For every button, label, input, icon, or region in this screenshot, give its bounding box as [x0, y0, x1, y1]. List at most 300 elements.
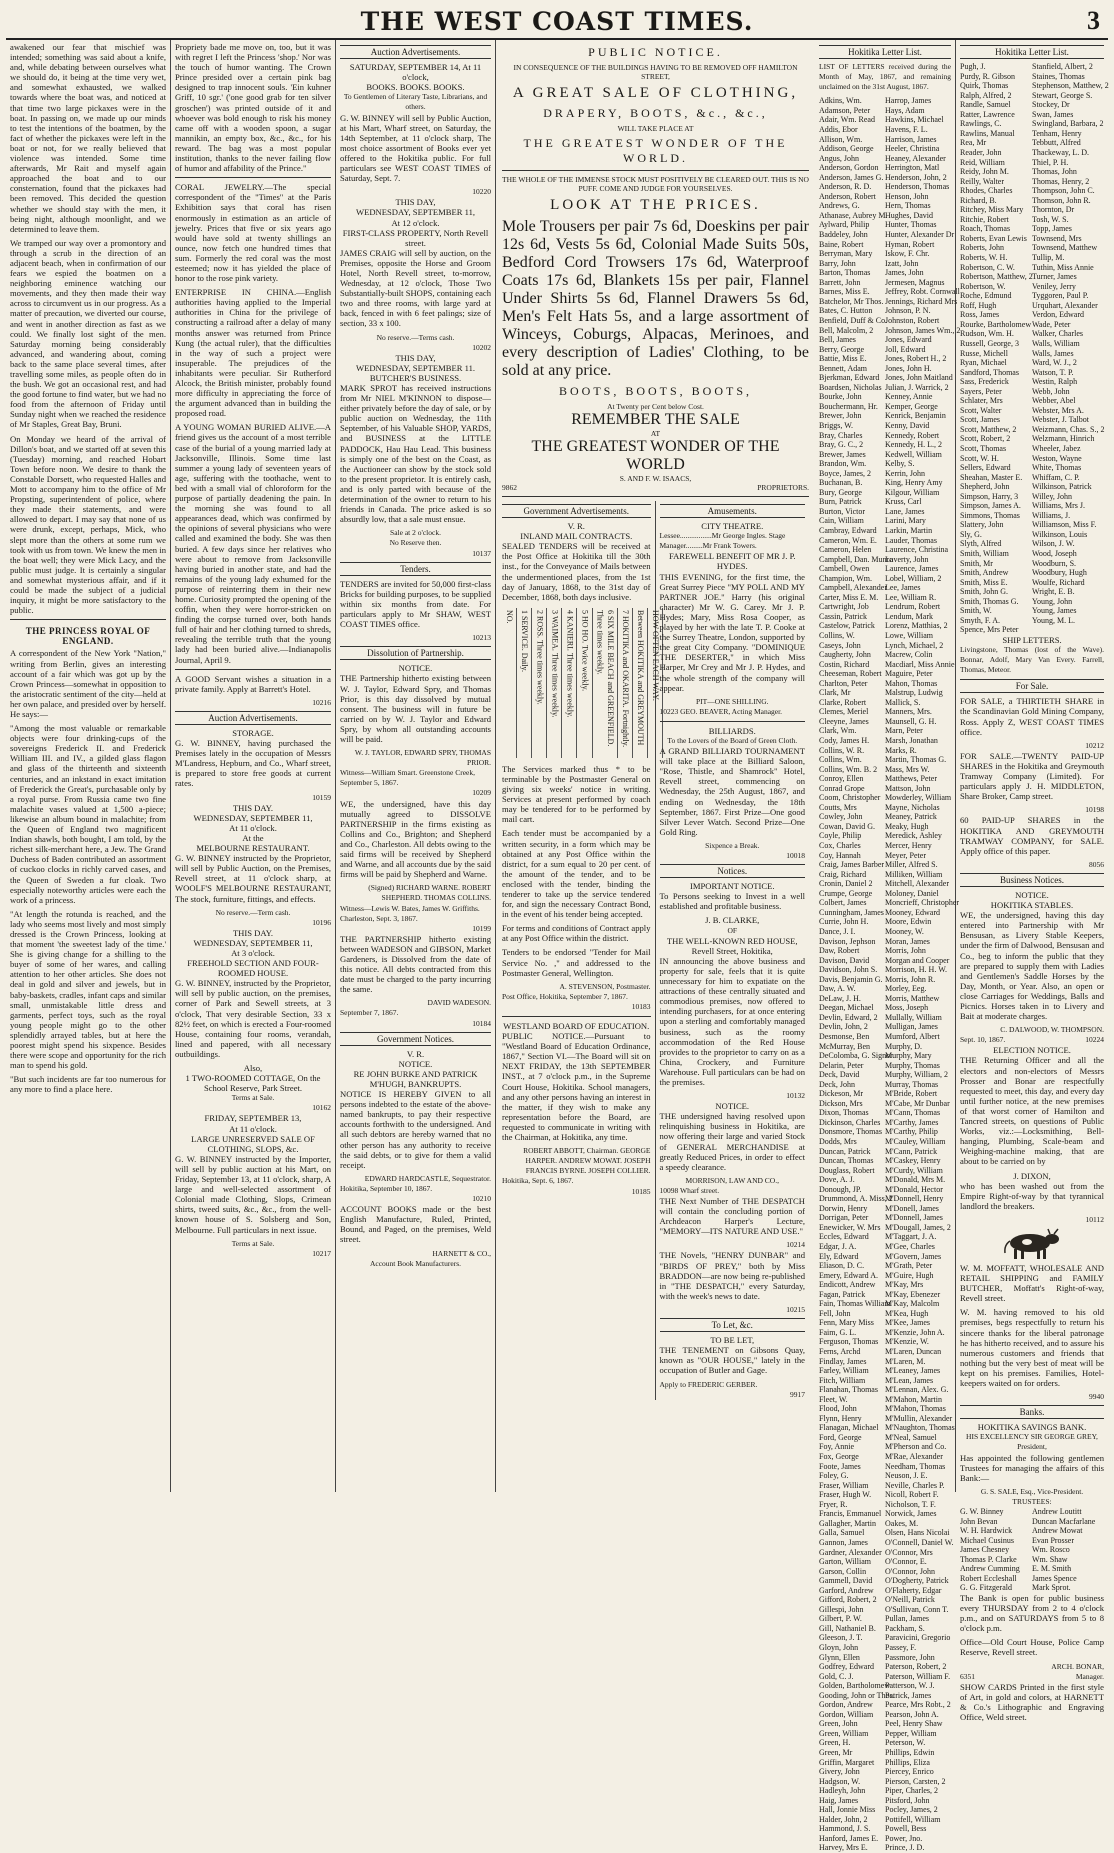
table-cell: HOKITIKA and OKARITA.	[620, 615, 630, 708]
letter-entry: Andrew Loutitt	[1032, 1507, 1082, 1517]
letter-entry: Meredick, Ashley	[885, 831, 942, 841]
letter-entry: Gordon, Andrew	[819, 1700, 873, 1710]
ad-line: Lessee.................Mr George Ingles. Stage Manager.........Mr Frank Towers.	[659, 531, 786, 551]
notice-headline: THE GREATEST WONDER OF THE WORLD.	[523, 136, 788, 165]
notice-line: WILL TAKE PLACE AT	[617, 124, 694, 133]
letter-entry: Passmore, John	[885, 1652, 935, 1662]
letter-entry: Wm. Shaw	[1032, 1554, 1068, 1564]
letter-entry: Neville, Charles P.	[885, 1480, 945, 1490]
letter-entry: Simpson, James A.	[960, 501, 1021, 511]
letter-entry: O'Connell, Daniel W.	[885, 1537, 954, 1547]
letter-entry: Clark, Wm.	[819, 726, 857, 736]
letter-entry: Meyer, Peter	[885, 850, 926, 860]
letter-entry: Thomas P. Clarke	[960, 1554, 1017, 1564]
letter-entry: M'Laren, Duncan	[885, 1347, 942, 1357]
letter-entry: Allison, Wm.	[819, 134, 863, 144]
table-cell: Three times weekly.	[550, 652, 560, 718]
letter-entry: Staines, Thomas	[1032, 71, 1085, 81]
columns	[6, 40, 1109, 1853]
ad-witness: Witness—Lewis W. Bates, James W. Griffiths. Charleston, Sept. 3, 1867.	[340, 903, 480, 923]
letter-entry: Jennings, Richard Mrs	[885, 296, 958, 306]
letter-entry: Charlton, Peter	[819, 678, 868, 688]
letter-entry: Mooney, Edward	[885, 907, 941, 917]
ad-heading: FAREWELL BENEFIT OF MR J. P. HYDES.	[668, 551, 796, 572]
letter-entry: Dorwin, Henry	[819, 1203, 868, 1213]
table-cell: 2	[535, 609, 545, 614]
letter-entry: Cronin, Daniel 2	[819, 879, 873, 889]
letter-entry: Reid, William	[960, 157, 1005, 167]
letter-entry: Kennedy, Robert	[885, 430, 940, 440]
ad-heading: 1 TWO-ROOMED COTTAGE, On the School Reserve, Park Street.	[185, 1073, 321, 1094]
letter-entry: M'Curdy, William	[885, 1165, 943, 1175]
letter-entry: Pottifell, William	[885, 1814, 941, 1824]
letter-entry: Quirk, Thomas	[960, 81, 1009, 91]
table-row	[517, 608, 532, 758]
letter-entry: Russell, George, 3	[960, 338, 1019, 348]
letter-entry: Pocley, James, 2	[885, 1805, 938, 1815]
notice-signature: S. AND F. W. ISAACS,	[619, 474, 692, 483]
notice-footer	[502, 483, 809, 492]
letter-entry: Randle, Samuel	[960, 100, 1011, 110]
ad-number: 10210	[472, 1194, 491, 1204]
letter-entry: Westin, Ralph	[1032, 377, 1078, 387]
royal-cipher: V. R.	[567, 521, 585, 532]
letter-entry: E. M. Smith	[1032, 1564, 1072, 1574]
trustee-list-left	[960, 1507, 1032, 1593]
letter-entry: Stanfield, Albert, 2	[1032, 62, 1093, 72]
letter-entry: Tosh, W. S.	[1032, 214, 1069, 224]
letter-entry: DeLaw, J. H.	[819, 993, 861, 1003]
letter-entry: Moss, Joseph	[885, 1003, 929, 1013]
letter-entry: Francis, Emmanuel	[819, 1509, 882, 1519]
letter-entry: Willey, John	[1032, 491, 1073, 501]
letter-entry: Scott, W. H.	[960, 453, 999, 463]
letter-entry: Fain, Thomas William	[819, 1299, 891, 1309]
letter-entry: Young, John	[1032, 596, 1073, 606]
letter-entry: James Chesney	[960, 1545, 1010, 1555]
letter-entry: Watson, T. P.	[1032, 367, 1074, 377]
letter-entry: Cambell, Owen	[819, 564, 870, 574]
ad-signature: ARCH. BONAR,	[1051, 1661, 1104, 1671]
letter-entry: Woulfe, Richard	[1032, 577, 1085, 587]
letter-entry: Verdon, Edward	[1032, 310, 1084, 320]
table-header: Between HOKITIKA and GREYMOUTH	[633, 608, 648, 758]
letter-entry: Fitch, William	[819, 1375, 866, 1385]
letter-entry: Tuthin, Miss Annie	[1032, 262, 1094, 272]
ad-date: FRIDAY, SEPTEMBER 13,	[204, 1113, 302, 1124]
notice-headline: BOOTS, BOOTS, BOOTS,	[558, 384, 753, 398]
letter-entry: Harrison, James	[885, 134, 937, 144]
letter-entry: Adair, Wm. Read	[819, 115, 875, 125]
ad-heading: STORAGE.	[232, 728, 274, 738]
letter-entry: Moran, James	[885, 936, 930, 946]
trustee-list-right	[1032, 1507, 1104, 1593]
ad-text: MARK SPROT has received instructions from Mr NIEL M'KINNON to dispose—either privately before the day of sale, or by public auction on Wednesday, the 11th September, of his Valuable SHOP, YARDS, and BUSINESS at the LITTLE PADDOCK, Hau Hau Lead. This business is simply one of the best on the Coast, as the Auctioneer can show by the stock sold to the present proprietor. It is entirely cash, and is only parted with because of the determination of the owner to return to his friends in Canada. The price asked is so absurdly low, that a sale must ensue.	[340, 383, 491, 525]
letter-entry: Coutts, Mrs	[819, 802, 857, 812]
letter-entry: Webb, John	[1032, 386, 1070, 396]
article-heading: THE PRINCESS ROYAL OF ENGLAND.	[25, 626, 151, 647]
letter-entry: M'Rae, Alexander	[885, 1452, 943, 1462]
column-1	[6, 40, 171, 1492]
letter-entry: Maguire, Peter	[885, 669, 933, 679]
letter-entry: Paravicini, Gregorio	[885, 1633, 951, 1643]
letter-entry: Paterson, William F.	[885, 1671, 951, 1681]
letter-entry: Harrop, James	[885, 96, 932, 106]
ad-heading: HOKITIKA SAVINGS BANK.	[977, 1422, 1087, 1433]
letter-entry: Battie, Miss E.	[819, 354, 867, 364]
letter-entry: Brandon, Wm.	[819, 459, 867, 469]
ad-date: September 7, 1867.	[340, 1008, 399, 1018]
table-cell: Three times weekly.	[535, 639, 545, 705]
section-heading: Government Notices.	[340, 1032, 491, 1046]
divider	[502, 170, 809, 171]
letter-entry: Veniley, Jerry	[1032, 281, 1076, 291]
letter-entry: Ward, W. J., 2	[1032, 358, 1077, 368]
letter-entry: Campbell, Dan. Munro	[819, 554, 894, 564]
letter-entry: Manners, Mrs.	[885, 707, 932, 717]
article-paragraph: We tramped our way over a promontory and through a scrub in the direction of an adjacent beach, when in confirmation of our fears we espied the boatmen on a neighboring eminence watching our movements, and they then made their way across to circumvent us in our progress. As a matter of precaution, we diverted our course, and went in another direction as fast as we could. We finally lost sight of the men. Saturday morning being considerably advanced, and wandering about, coming back to the same place several times, after travelling some miles, as people often do in the bush. We got an occasional rest, and had the good fortune to find water, but we had no food from the afternoon of Friday until Sunday night when we reached the residence of Mr Staples, Great Bay, Bruni.	[10, 237, 166, 430]
article-paragraph: "Among the most valuable or remarkable objects were four drinking-cups of the sovereigns Frederick II. and Frederick William III. and IV., a gilded glass flagon and glass of the thirteenth and sixteenth centuries, and an inkstand in exact imitation of Frederick the Great's, purchasable only by a royal purse. From Russia came two fine malachite vases valued at 1,500 a-piece; likewise an album bound in malachite; from the Queen of England two magnificent Indian shawls, both bought, I am told, by the richest silk-merchant here, a Jew. The Grand Duchess of Baden contributed an assortment of cuckoo clocks in richly carved cases, and the Queen of Sweden a fur cloak. Two especially noteworthy articles were each the work of a princess.	[10, 723, 166, 905]
ad-number: 10212	[1085, 740, 1104, 750]
ad-signature: 10223 GEO. BEAVER, Acting Manager.	[659, 706, 783, 716]
letter-entry: Havens, F. L.	[885, 125, 928, 135]
article-paragraph: "But such incidents are far too numerous for any more to find a place here.	[10, 1074, 166, 1095]
letter-entry: M'Laren, M.	[885, 1356, 926, 1366]
letter-entry: Green, Mr	[819, 1747, 853, 1757]
ad-signature: MORRISON, LAW AND CO.,	[685, 1175, 779, 1185]
letter-entry: Fryer, R.	[819, 1499, 848, 1509]
letter-entry: Clemes, Meriel	[819, 707, 869, 717]
letter-entry: Michael Cusinus	[960, 1535, 1014, 1545]
letter-entry: Ferns, Archd	[819, 1347, 861, 1357]
ad-text: ACCOUNT BOOKS made or the best English Manufacture, Ruled, Printed, Bound, and Paged, on the premises, Weld street.	[340, 1204, 491, 1245]
ad-text: G. W. BINNEY will sell by Public Auction, at his Mart, Wharf street, on Saturday, the 14th September, at 11 o'clock sharp, The most choice assortment of Books ever yet offered to the Hokitika public. For full particulars see WEST COAST TIMES of Saturday, Sept. 7.	[340, 112, 491, 184]
ad-line: To Gentlemen of Literary Taste, Librarians, and others.	[343, 92, 488, 112]
letter-entry: Champion, Wm.	[819, 573, 872, 583]
letter-entry: Caugherty, John	[819, 650, 871, 660]
letter-entry: M'Kay, Ebenezer	[885, 1289, 941, 1299]
ad-number: 6351	[960, 1671, 975, 1681]
letter-entry: Murphy, Thomas	[885, 1060, 940, 1070]
letter-entry: Ely, Edward	[819, 1251, 859, 1261]
ad-number: 10213	[472, 633, 491, 643]
letter-entry: Walls, James	[1032, 348, 1074, 358]
letter-entry: Flynn, Henry	[819, 1413, 862, 1423]
ad-signature: HARNETT & CO.,	[432, 1248, 491, 1258]
letter-entry: Marsh, Jonathan	[885, 736, 938, 746]
ad-text: SHOW CARDS Printed in the first style of Art, in gold and colors, at HARNETT & Co.'s Lithographic and Engraving Office, Weld street.	[960, 1681, 1104, 1722]
letter-entry: Harvey, Mrs E.	[819, 1843, 868, 1853]
ad-line: Also,	[243, 1063, 263, 1073]
ad-heading: THIS DAY,	[395, 352, 436, 363]
letter-entry: Dodds, Mrs	[819, 1136, 857, 1146]
letter-entry: Ratter, Lawrence	[960, 109, 1015, 119]
letter-entry: Sly, G.	[960, 529, 982, 539]
letter-entry: Iskow, F. Chr.	[885, 249, 930, 259]
ad-heading: FIRST-CLASS PROPERTY, North Revell street.	[342, 227, 489, 248]
divider	[175, 177, 331, 178]
letter-entry: M'Donald, Hector	[885, 1184, 943, 1194]
article-paragraph: A correspondent of the New York "Nation," writing from Berlin, gives an interesting account of a fair which was got up by the Crown Princess—somewhat in opposition to the aristocratic sentiment of the city—held at her own palace, and presided over by herself. He says:—	[10, 648, 166, 719]
letter-entry: M'Neal, Samuel	[885, 1432, 937, 1442]
letter-entry: Bray, Charles	[819, 430, 863, 440]
ad-text: G. W. BINNEY instructed by the Proprietor, will sell by Public Auction, on the Premises, Revell street, at 11 o'clock sharp, at WOOLF'S MELBOURNE RESTAURANT, The stock, furniture, fittings, and effects.	[175, 853, 331, 904]
letter-entry: Pitsford, John	[885, 1795, 930, 1805]
notice-title: PUBLIC NOTICE.	[588, 45, 723, 59]
classified-ad: A GOOD Servant wishes a situation in a private family. Apply at Barrett's Hotel.	[175, 673, 331, 694]
letter-entry: Mattson, John	[885, 783, 931, 793]
letter-entry: Cowan, David G.	[819, 821, 875, 831]
letter-entry: Duncan, Patrick	[819, 1146, 871, 1156]
cow-illustration	[960, 1225, 1104, 1263]
letter-entry: Gilbert, P. W.	[819, 1614, 862, 1624]
letter-entry: Smyth, F. A.	[960, 615, 1001, 625]
ad-text: WE, the undersigned, have this day mutually agreed to DISSOLVE PARTNERSHIP in the firms existing as Collins and Co., Brighton; and Shepherd and Co., Charleston. All debts owing to the said firms will be received by Shepherd and Warne, and all accounts due by the said firms will be paid by Shepherd and Warne.	[340, 798, 491, 880]
letter-entry: Robertson, W.	[960, 281, 1006, 291]
ad-time: At 3 o'clock.	[231, 947, 275, 958]
letter-entry: Hadgson, W.	[819, 1776, 861, 1786]
letter-entry: Farley, William	[819, 1366, 869, 1376]
article-paragraph: CORAL JEWELRY.—The special correspondent of the "Times" at the Paris Exhibition says that coral has risen enormously in estimation as an article of jewelry. Prices that five or six years ago would have sold at twenty shillings an ounce, now fetch one hundred times that sum. Formerly the red coral was the most esteemed; now it has yielded the place of honor to the rose pink variety.	[175, 182, 331, 284]
letter-entry: Benfield, Duff & Co.	[819, 315, 888, 325]
ad-footer	[960, 1672, 1104, 1682]
letter-entry: Givery, John	[819, 1767, 860, 1777]
letter-entry: Hyman, Robert	[885, 239, 935, 249]
letter-entry: Bennett, Adam	[819, 363, 867, 373]
ad-text: Tenders to be endorsed "Tender for Mail Service No. ," and addressed to the Postmaster General, Wellington.	[502, 947, 651, 978]
letter-entry: Turner, James	[1032, 272, 1077, 282]
ad-signature: W. J. TAYLOR, EDWARD SPRY, THOMAS PRIOR.	[354, 748, 491, 768]
letter-entry: Evan Prosser	[1032, 1535, 1074, 1545]
section-heading: Tenders.	[340, 562, 491, 576]
ad-number: 10209	[472, 788, 491, 798]
section-heading: Government Advertisements.	[502, 504, 651, 518]
section-heading: Hokitika Letter List.	[819, 45, 951, 59]
divider	[660, 721, 806, 722]
ad-text: W. M. MOFFATT, WHOLESALE AND RETAIL SHIPPING and FAMILY BUTCHER, Moffatt's Right-of-way, Revell street.	[960, 1262, 1104, 1304]
letter-entry: Lane, James	[885, 506, 925, 516]
letter-entry: Lee, William R.	[885, 592, 937, 602]
letter-entry: Dixon, Thomas	[819, 1108, 869, 1118]
letter-entry: Foote, James	[819, 1461, 861, 1471]
ad-heading: BILLIARDS.	[708, 725, 756, 736]
letter-entry: King, Henry Amy	[885, 478, 943, 488]
letter-entry: Wilson, J. W.	[1032, 539, 1075, 549]
table-cell: Daily.	[520, 652, 530, 672]
letter-entry: Roberts, W. H.	[960, 253, 1008, 263]
letter-entry: Hern, Thomas	[885, 201, 931, 211]
letter-entry: Lauder, Thomas	[885, 535, 937, 545]
letter-entry: M'Gee, Charles	[885, 1242, 935, 1251]
letter-entry: Tyggoren, Paul P.	[1032, 291, 1089, 301]
article-paragraph: A YOUNG WOMAN BURIED ALIVE.—A friend gives us the account of a most terrible case of the burial of a young married lady at Jacksonville, Illinois. Some time last summer a young lady of seventeen years of age, suffering with the toothache, went to bed with a small vial of chloroform for the purpose of partially deadening the pain. In the morning she was found to all appearances dead, which was confirmed by the opinions of several physicians who were called and examined the body. She was then buried. A few days since her relatives who were about to remove from Jacksonville having buried in another state, and had the remains of the young lady exhumed for the purpose of reinterring them in their new home. Curiosity prompted the opening of the coffin, when they were horror-stricken on finding the corpse turned over, both hands full of hair and her clothing turned to shreds, revealing the terrible truth that the young lady had been buried alive.—Indianapolis Journal, April 9.	[175, 422, 331, 665]
letter-entry: Smith, W.	[960, 606, 992, 616]
letter-entry: Scott, James	[960, 415, 1000, 425]
letter-entry: Mullally, William	[885, 1012, 942, 1022]
ad-heading: NOTICE.	[398, 663, 433, 674]
letter-entry: Morris, John R.	[885, 974, 936, 984]
divider	[10, 619, 166, 620]
letter-entry: Laurence, Christina	[885, 545, 949, 555]
letter-entry: M'Carthy, James	[885, 1117, 939, 1127]
letter-entry: Garford, Andrew	[819, 1585, 874, 1595]
letter-entry: Athanase, Aubrey M.	[819, 210, 888, 220]
ad-signature: EDWARD HARDCASTLE, Sequestrator.	[364, 1173, 491, 1183]
letter-entry: Kelby, S.	[885, 459, 915, 469]
letter-entry: Nicholson, T. F.	[885, 1499, 936, 1509]
letter-entry: Ross, James	[960, 310, 1000, 320]
letter-entry: Moncrieff, Christopher	[885, 898, 960, 908]
letter-entry: Laverty, John	[885, 554, 929, 564]
table-cell: WAIMEA.	[550, 615, 560, 651]
letter-entry: Buchanan, B.	[819, 478, 863, 488]
ad-text: Office—Old Court House, Police Camp Reserve, Revell street.	[960, 1637, 1104, 1658]
letter-entry: O'Connor, John	[885, 1566, 936, 1576]
ad-place: Hokitika, September 10, 1867.	[340, 1183, 433, 1193]
article-paragraph: ENTERPRISE IN CHINA.—English authorities having applied to the Imperial authorities in China for the privilege of constructing a railroad after a delay of many months answer was returned from Prince Kung (the actual ruler), that the difficulties in the way of such a project were insuperable. The prejudices of the inhabitants were peculiar. Sir Rutherford Alcock, the British minister, probably found more difficulty in appreciating the force of the argument advanced than in building the proposed road.	[175, 287, 331, 419]
letter-entry: Larini, Mary	[885, 516, 926, 526]
table-cell: 7	[620, 609, 630, 614]
letter-entry: M'Donnell, Henry	[885, 1194, 944, 1204]
ad-text: W. M. having removed to his old premises, begs respectfully to return his sincere thanks for the liberal patronage he has hitherto received, and to assure his numerous customers and friends that nothing but the very best of meat will be kept on his premises. Families, Hotel-keepers waited on for orders.	[960, 1307, 1104, 1388]
letter-entry: M'Donnell, James	[885, 1213, 943, 1223]
letter-entry: Pearce, Mrs Robt., 2	[885, 1700, 951, 1710]
letter-entry: Oakes, M.	[885, 1518, 919, 1528]
letter-entry: Rawlins, Manual	[960, 128, 1015, 138]
letter-entry: Smith, Thomas G.	[960, 596, 1019, 606]
ad-text: THE TENEMENT on Gibsons Quay, known as "OUR HOUSE," lately in the occupation of Butler and Gage.	[659, 1345, 805, 1376]
ad-number: 10198	[1085, 805, 1104, 815]
royal-cipher: V. R.	[406, 1048, 425, 1059]
letter-entry: Izatt, John	[885, 258, 919, 268]
ad-text: TENDERS are invited for 50,000 first-class Bricks for building purposes, to be supplied within six months from date. For particulars apply to Mr SHAW, WEST COAST TIMES office.	[340, 578, 491, 630]
letter-entry: Cody, James H.	[819, 736, 870, 746]
ad-terms: No Reserve then.	[389, 538, 442, 548]
letter-entry: Gallagher, Martin	[819, 1518, 876, 1528]
letter-entry: O'Connor, Mrs	[885, 1547, 933, 1557]
letter-entry: Emery, Edward A.	[819, 1270, 879, 1280]
letter-entry: Slattery, John	[960, 520, 1004, 530]
letter-entry: Adamson, Peter	[819, 105, 871, 115]
ad-text: THE undersigned having resolved upon relinquishing business in Hokitika, are now offering their large and varied Stock of GENERAL MERCHANDISE at greatly Reduced Prices, in order to effect a speedy clearance.	[659, 1111, 805, 1172]
letter-entry: Lendrum, Robert	[885, 602, 941, 612]
ad-text: THE Novels, "HENRY DUNBAR" and "BIRDS OF PREY," both by Miss BRADDON—are now being re-published in "THE DESPATCH," every Saturday, with the week's news to date.	[659, 1250, 805, 1301]
letter-entry: Brewer, James	[819, 449, 866, 459]
letter-entry: Thomas, John	[1032, 167, 1077, 177]
letter-entry: Garton, William	[819, 1557, 871, 1567]
letter-list-right	[1032, 62, 1109, 635]
ad-number: 9862	[502, 483, 517, 492]
letter-entry: Topp, James	[1032, 224, 1072, 234]
masthead	[6, 4, 1108, 40]
letter-entry: Hammond, J. S.	[819, 1824, 871, 1834]
letter-entry: Cowley, John	[819, 812, 863, 822]
ad-text: To Persons seeking to Invest in a well established and profitable business.	[659, 891, 805, 912]
letter-entry: Mayne, Nicholas	[885, 802, 940, 812]
letter-entry: Roberts, Evan Lewis	[960, 233, 1027, 243]
letter-entry: M'Lennan, Alex. G.	[885, 1385, 949, 1395]
letter-entry: Fell, John	[819, 1308, 851, 1318]
letter-entry: Bates, C. Hutton	[819, 306, 873, 316]
letter-entry: Thomson, John R.	[1032, 195, 1091, 205]
letter-entry: Ryan, Michael	[960, 358, 1007, 368]
letter-entry: Daw, Robert	[819, 946, 860, 956]
letter-entry: Meaney, Patrick	[885, 812, 937, 822]
letter-entry: Gill, Nathaniel B.	[819, 1623, 876, 1633]
ad-text: A GRAND BILLIARD TOURNAMENT will take place at the Billiard Saloon, "Rose, Thistle, and Shamrock" Hotel, Revell street, commencing on Wednesday, the 25th August, 1867, and ending on Wednesday, the 18th September, 1867. First Prize—One good Silver Lever Watch. Second Prize—One Gold Ring.	[659, 746, 805, 837]
letter-entry: Gammell, David	[819, 1576, 873, 1586]
letter-entry: Maunsell, G. H.	[885, 716, 937, 726]
ad-heading: THIS DAY.	[232, 802, 274, 813]
letter-entry: Donough, JP.	[819, 1184, 862, 1194]
letter-entry: Rourke, Bartholomew	[960, 319, 1032, 329]
letter-entry: Walls, William	[1032, 338, 1080, 348]
letter-entry: Foy, Annie	[819, 1442, 855, 1452]
ad-heading: J. B. CLARKE,	[705, 915, 760, 926]
letter-entry: Glynn, Ellen	[819, 1652, 860, 1662]
notice-line: REMEMBER THE SALE	[571, 411, 740, 428]
ad-time: At 11 o'clock.	[229, 1123, 277, 1134]
letter-entry: Mercer, Henry	[885, 841, 932, 851]
letter-entry: Aylward, Philip	[819, 220, 870, 230]
letter-entry: Duncan, Thomas	[819, 1156, 874, 1166]
letter-entry: Barry, John	[819, 258, 856, 268]
letter-entry: Ralph, Alfred, 2	[960, 90, 1012, 100]
letter-entry: Young, James	[1032, 606, 1077, 616]
ad-line: Sixpence a Break.	[705, 840, 760, 850]
letter-entry: Roach, Thomas	[960, 224, 1011, 234]
letter-entry: Mahon, Thomas	[885, 678, 938, 688]
letter-entry: Rhodes, Charles	[960, 186, 1013, 196]
ad-signature: A. STEVENSON, Postmaster.	[559, 981, 651, 991]
article-paragraph: Propriety bade me move on, too, but it was with regret I left the Princess 'shop.' Nor was the touch of humor wanting. The Crown Prince presided over a certain pink bag designed to trap innocent souls. 'Ein kuhner Griff, 10 sgr.' ('one good grab for ten silver groschen') was printed outside of it and whoever was bold enough to risk his money came off with a wooden spoon, a sugar mannikin, an empty box, &c., &c., for his reward. The bag was a most popular institution, thanks to the never failing flow of humor and affability of the Prince."	[175, 42, 331, 174]
letter-entry: Scott, Matthew, 2	[960, 424, 1017, 434]
letter-entry: M'Carthy, Philip	[885, 1127, 938, 1137]
letter-entry: Douglass, Robert	[819, 1165, 875, 1175]
letter-entry: Castelow, Patrick	[819, 621, 875, 631]
letter-entry: Gillespi, John	[819, 1604, 864, 1614]
letter-entry: Craig, James Barber	[819, 860, 885, 870]
letter-entry: Addis, Ebor	[819, 125, 858, 135]
letter-entry: M'Kea, Hugh	[885, 1308, 929, 1318]
trustee-list	[960, 1507, 1104, 1593]
letter-entry: Kedwell, William	[885, 449, 942, 459]
ad-text: Each tender must be accompanied by a written security, in a form which may be obtained at any Post Office within the district, for a sum equal to 20 per cent. of the amount of the tender, and to be enclosed with the tender, binding the tenderer to take up the service tendered for, and sign the necessary Contract Bond, in the event of his tender being accepted.	[502, 828, 651, 920]
letter-entry: Townsend, Mrs	[1032, 233, 1082, 243]
letter-entry: Wheeler, Jabez	[1032, 443, 1081, 453]
letter-entry: Milliken, William	[885, 869, 943, 879]
letter-entry: Wood, Joseph	[1032, 548, 1077, 558]
letter-entry: Webber, Abel	[1032, 396, 1076, 406]
letter-entry: Mass, Mrs W.	[885, 764, 930, 774]
letter-entry: Deegan, Michael	[819, 1003, 874, 1013]
letter-entry: Fagan, Patrick	[819, 1289, 866, 1299]
letter-entry: Dorrigan, Peter	[819, 1213, 869, 1223]
table-cell: Three times weekly.	[565, 652, 575, 718]
table-cell: 6	[605, 609, 615, 614]
letter-entry: Piper, Charles, 2	[885, 1786, 939, 1796]
ad-heading: WESTLAND BOARD OF EDUCATION.	[503, 1021, 650, 1031]
letter-entry: Smith, John G.	[960, 587, 1009, 597]
letter-entry: James Spence	[1032, 1573, 1077, 1583]
letter-entry: Stewart, George S.	[1032, 90, 1093, 100]
letter-entry: Lowe, William	[885, 631, 933, 640]
section-heading: Hokitika Letter List.	[960, 45, 1104, 59]
letter-entry: M'Grath, Peter	[885, 1261, 933, 1271]
letter-entry: Thiel, P. H.	[1032, 157, 1069, 167]
section-heading: Auction Advertisements.	[340, 45, 491, 59]
table-row	[562, 608, 577, 758]
